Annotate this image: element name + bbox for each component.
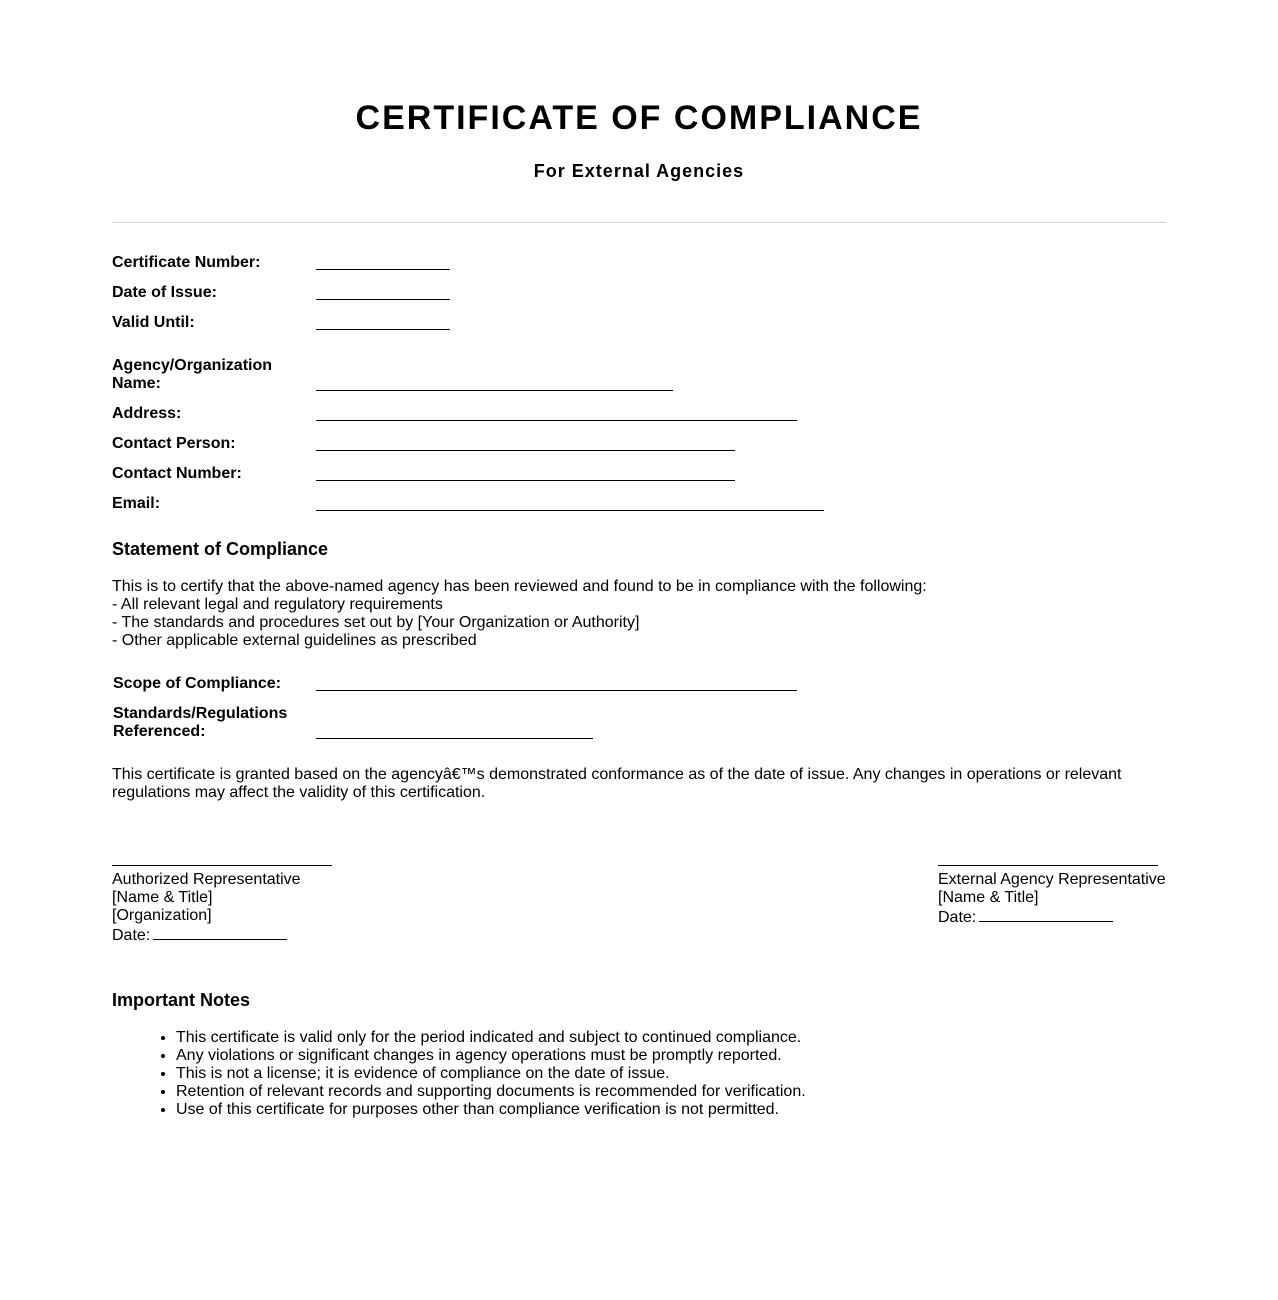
note-item: • This certificate is valid only for the period indicated and subject to continued compliance. [176, 1029, 806, 1047]
standards-blank[interactable] [316, 738, 593, 739]
statement-item: - Other applicable external guidelines as prescribed [112, 632, 477, 649]
authorized-date-blank[interactable] [153, 925, 287, 940]
agency-date-blank[interactable] [979, 907, 1113, 922]
valid-until-label: Valid Until: [112, 314, 195, 331]
scope-label: Scope of Compliance: [113, 675, 282, 692]
conformance-text: This certificate is granted based on the agencyâ€™s demonstrated conformance as of the date of issue. Any changes in operations or relevant regulations may affect the validity of this certification. [112, 766, 1122, 801]
standards-field [113, 705, 1167, 743]
email-blank[interactable] [316, 510, 824, 511]
authorized-signature-line[interactable] [112, 865, 332, 866]
agency-role: External Agency Representative [938, 871, 1166, 888]
statement-item: - The standards and procedures set out by [Your Organization or Authority] [112, 614, 640, 631]
statement-item: - All relevant legal and regulatory requirements [112, 596, 443, 613]
valid-until-blank[interactable] [316, 329, 450, 330]
page-subtitle: For External Agencies [533, 161, 745, 181]
note-item: • Retention of relevant records and supporting documents is recommended for verification. [176, 1083, 806, 1101]
certificate-number-label: Certificate Number: [112, 254, 261, 271]
date-of-issue-blank[interactable] [316, 299, 450, 300]
authorized-date-label: Date: [112, 927, 151, 944]
agency-signature-line[interactable] [938, 865, 1158, 866]
contact-person-field [112, 435, 1166, 455]
statement-intro: This is to certify that the above-named agency has been reviewed and found to be in compliance with the following: [112, 578, 927, 595]
contact-number-label: Contact Number: [112, 465, 242, 482]
agency-name-blank[interactable] [316, 390, 673, 391]
agency-date-label: Date: [938, 909, 977, 926]
agency-date [938, 907, 1166, 927]
date-of-issue-field [112, 284, 1166, 304]
certificate-number-blank[interactable] [316, 269, 450, 270]
agency-name-field [112, 357, 1166, 395]
note-item: • This is not a license; it is evidence of compliance on the date of issue. [176, 1065, 806, 1083]
scope-field [113, 675, 1167, 695]
authorized-signature-block [112, 865, 352, 945]
statement-heading: Statement of Compliance [112, 539, 329, 559]
valid-until-field [112, 314, 1166, 334]
email-field [112, 495, 1166, 515]
notes-list [112, 1029, 806, 1119]
authorized-role: Authorized Representative [112, 871, 301, 888]
contact-number-blank[interactable] [316, 480, 735, 481]
email-label: Email: [112, 495, 161, 512]
certificate-number-field [112, 254, 1166, 274]
authorized-name: [Name & Title] [112, 889, 213, 906]
header-divider [112, 222, 1166, 223]
page-title: CERTIFICATE OF COMPLIANCE [355, 99, 923, 137]
contact-person-label: Contact Person: [112, 435, 236, 452]
agency-signature-block [938, 865, 1166, 927]
agency-name-label: Agency/Organization Name: [112, 357, 273, 392]
scope-blank[interactable] [316, 690, 797, 691]
authorized-date [112, 925, 352, 945]
address-blank[interactable] [316, 420, 797, 421]
agency-rep-name: [Name & Title] [938, 889, 1039, 906]
authorized-organization: [Organization] [112, 907, 212, 924]
address-label: Address: [112, 405, 182, 422]
standards-label: Standards/Regulations Referenced: [113, 705, 288, 740]
contact-person-blank[interactable] [316, 450, 735, 451]
date-of-issue-label: Date of Issue: [112, 284, 217, 301]
statement-body [112, 578, 1166, 650]
notes-heading: Important Notes [112, 990, 251, 1010]
address-field [112, 405, 1166, 425]
note-item: • Use of this certificate for purposes other than compliance verification is not permitted. [176, 1101, 806, 1119]
note-item: • Any violations or significant changes in agency operations must be promptly reported. [176, 1047, 806, 1065]
contact-number-field [112, 465, 1166, 485]
